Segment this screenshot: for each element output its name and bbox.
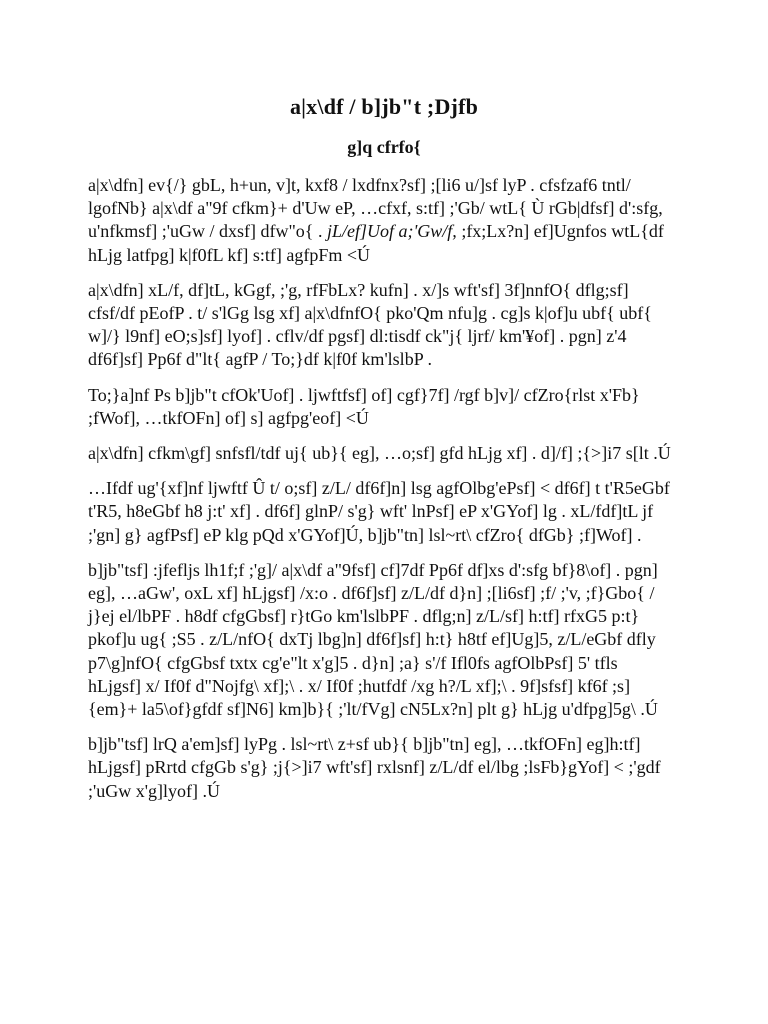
paragraph-3: To;}a]nf Ps b]jb"t cfOk'Uof] . ljwftfsf] of] cgf}7f] /rgf b]v]/ cfZro{rlst x'Fb} ;fWof], …tkfOFn] of] s] agfpg'eof] <Ú [88,384,640,428]
document-body [88,174,672,815]
paragraph-7: b]jb"tsf] lrQ a'em]sf] lyPg . lsl~rt\ z+sf ub}{ b]jb"tn] eg], …tkfOFn] eg]h:tf] hLjgsf] pRrtd cfgGb s'g} ;j{>]i7 wft'sf] rxlsnf] z/L/df el/lbg ;lsFb}gYof] < ;'gdf ;'uGw x'g]lyof] .Ú [88,734,661,801]
paragraph-1-italic: jL/ef]Uof a;'Gw/f, [326,221,457,242]
paragraph-1-text: a|x\dfn] ev{/} gbL, h+un, v]t, kxf8 / lxdfnx?sf] ;[li6 u/]sf lyP . cfsfzaf6 tntl/ lgofNb} a|x\df a"9f cfkm}+ d'Uw eP, …cfxf, s:tf] ;'Gb/ wtL{ Ù rGb|dfsf] d':sfg, u'nfkmsf] ;'uGw / dxsf] dfw"o{ . [88,175,663,242]
page-subtitle: g]q cfrfo{ [347,137,421,157]
paragraph-1 [88,174,672,267]
paragraph-5: …Ifdf ug'{xf]nf ljwftf Û t/ o;sf] z/L/ df6f]n] lsg agfOlbg'ePsf] < df6f] t t'R5eGbf t'R5, h8eGbf h8 j:t' xf] . df6f] glnP/ s'g} wft' lnPsf] eP x'GYof] lg . xL/fdf]tL jf ;'gn] g} agfPsf] eP klg pQd x'GYof]Ú, b]jb"tn] lsl~rt\ cfZro{ dfGb} ;f]Wof] . [88,478,670,545]
paragraph-4: a|x\dfn] cfkm\gf] snfsfl/tdf uj{ ub}{ eg], …o;sf] gfd hLjg xf] . d]/f] ;{>]i7 s[lt .Ú [88,443,671,464]
paragraph-1-after: ;fx;Lx?n] ef]Ugnfos wtL{df hLjg latfpg] k|f0fL kf] s:tf] agfpFm <Ú [88,221,664,265]
paragraph-2: a|x\dfn] xL/f, df]tL, kGgf, ;'g, rfFbLx? kufn] . x/]s wft'sf] 3f]nnfO{ dflg;sf] cfsf/df pEofP . t/ s'lGg lsg xf] a|x\dfnfO{ pko'Qm nfu]g . cg]s k|of]u ubf{ ubf{ w]/} l9nf] eO;s]sf] lyof] . cflv/df pgsf] dl:tisdf ck"j{ ljrf/ km'¥of] . pgn] z'4 df6f]sf] Pp6f d"lt{ agfP / To;}df k|f0f km'lslbP . [88,279,652,370]
page-title: a|x\df / b]jb"t ;Djfb [289,94,479,119]
paragraph-6: b]jb"tsf] :jfefljs lh1f;f ;'g]/ a|x\df a"9fsf] cf]7df Pp6f df]xs d':sfg bf}8\of] . pgn] eg], …aGw', oxL xf] hLjgsf] /x:o . df6f]sf] z/L/df d}n] ;[li6sf] ;f/ ;'v, ;f}Gbo{ / j}ej el/lbPF . h8df cfgGbsf] r}tGo km'lslbPF . dflg;n] z/L/sf] h:tf] rfxG5 p:t} pkof]u ug{ ;S5 . z/L/nfO{ dxTj lbg]n] df6f]sf] h:t} h8tf ef]Ug]5, z/L/eGbf dfly p7\g]nfO{ cfgGbsf txtx cg'e"lt x'g]5 . d}n] ;a} s'/f Ifl0fs agfOlbPsf] 5' tfls hLjgsf] x/ If0f d"Nojfg\ xf];\ . x/ If0f ;hutfdf /xg h?/L xf];\ . 9f]sfsf] kf6f ;s]{em}+ la5\of}gfdf sf]N6] km]b}{ ;'lt/fVg] cN5Lx?n] plt g} hLjg u'dfpg]5g\ .Ú [88,559,658,720]
